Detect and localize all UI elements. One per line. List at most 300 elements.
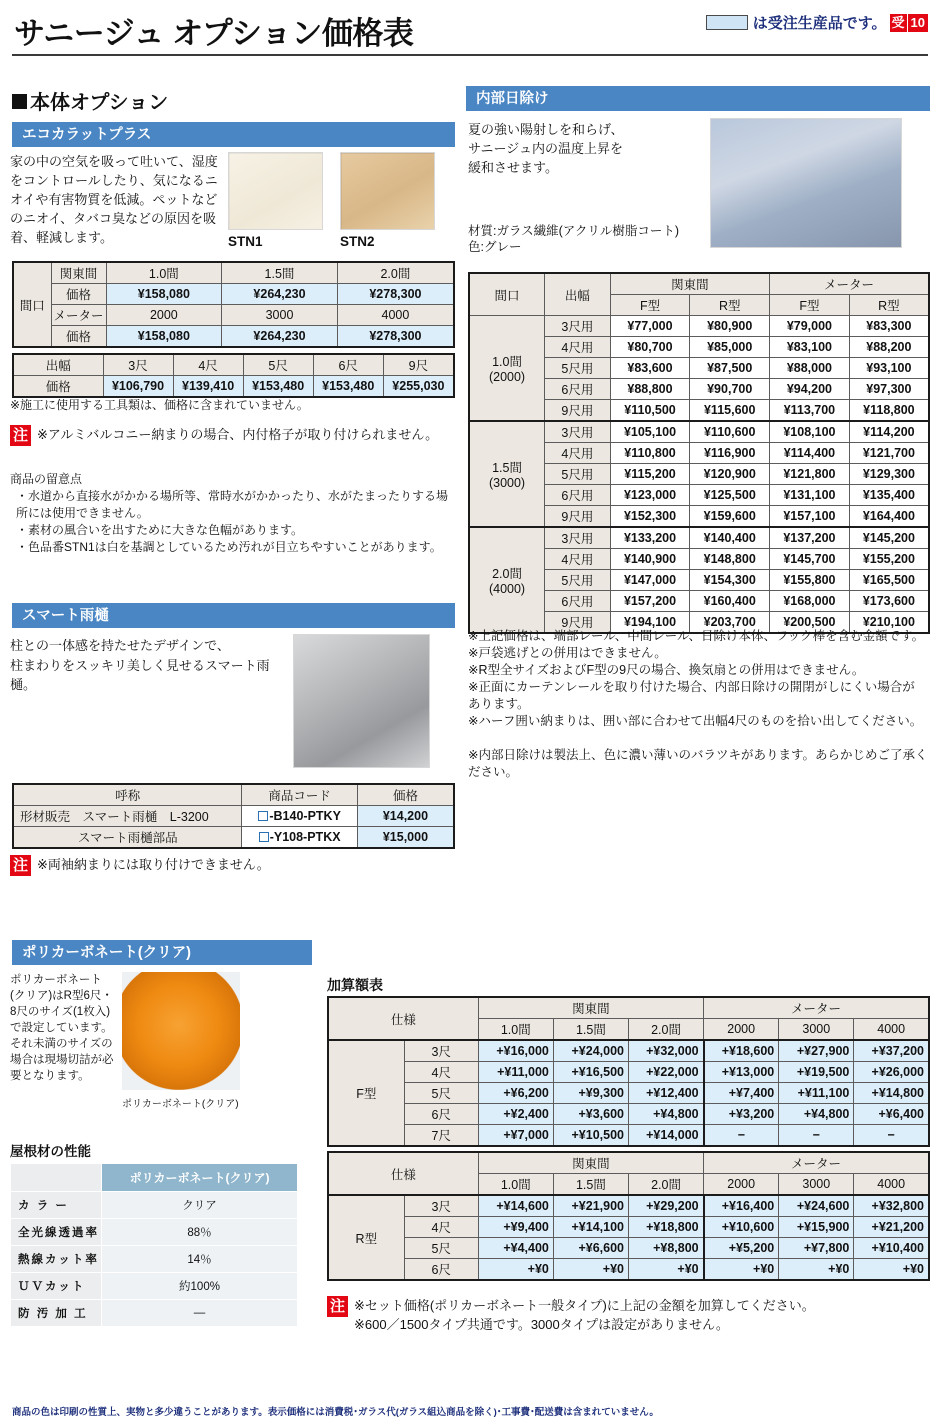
cell-size-f-1: 4尺: [404, 1062, 478, 1083]
cell-r-2-1: +¥6,600: [553, 1238, 628, 1259]
cell-dehaba-price-label: 価格: [13, 376, 103, 398]
cell-type-label-f: F型: [328, 1040, 404, 1146]
chu-warning-icon: 注: [327, 1296, 348, 1317]
table-row: [11, 1246, 298, 1273]
cell-price-label-kanto: 価格: [51, 284, 106, 305]
table-row: [328, 1062, 929, 1083]
cell-f-4-3: −: [704, 1125, 779, 1147]
roof-performance-table: [10, 1163, 298, 1327]
cell-product-code-0: [242, 806, 358, 827]
col-group-kanto-f: 関東間: [478, 997, 703, 1019]
cell-product-name-0: 形材販売 スマート雨樋 L-3200: [13, 806, 242, 827]
hiyoke-description-line2: サニージュ内の温度上昇を: [468, 141, 623, 156]
col-header-spec-f: 仕様: [328, 997, 478, 1040]
cell-product-code-1-text: -Y108-PTKX: [269, 830, 341, 844]
cell-meter-r: ¥93,100: [849, 358, 929, 379]
cell-dehaba: 5尺用: [545, 570, 611, 591]
cell-dehaba: 9尺用: [545, 506, 611, 528]
cell-f-2-5: +¥14,800: [854, 1083, 929, 1104]
cell-dehaba-price-2: ¥153,480: [243, 376, 313, 398]
cell-f-3-0: +¥2,400: [478, 1104, 553, 1125]
ecocarat-price-table: [12, 261, 455, 348]
cell-kanto-f: ¥80,700: [610, 337, 690, 358]
chu-warning-icon: 注: [10, 425, 31, 446]
chu-warning-icon: 注: [10, 855, 31, 876]
table-row: [13, 262, 454, 284]
cell-r-3-4: +¥0: [779, 1259, 854, 1281]
table-row: [13, 354, 454, 376]
table-row: [328, 1195, 929, 1217]
hiyoke-note-1: ※戸袋逃げとの併用はできません。: [468, 646, 667, 660]
cell-kanto-f: ¥88,800: [610, 379, 690, 400]
order-made-badge: [890, 14, 928, 32]
cell-r-0-4: +¥24,600: [779, 1195, 854, 1217]
cell-meter-r: ¥145,200: [849, 527, 929, 549]
cell-dehaba: 4尺用: [545, 443, 611, 464]
cell-kanto-f: ¥133,200: [610, 527, 690, 549]
cell-f-1-3: +¥13,000: [704, 1062, 779, 1083]
cell-meter-r: ¥88,200: [849, 337, 929, 358]
hiyoke-note-0: ※上記価格は、端部レール、中間レール、日除け本体、フック棒を含む金額です。: [468, 629, 925, 643]
col-group-kanto-r: 関東間: [478, 1152, 703, 1174]
cell-f-2-0: +¥6,200: [478, 1083, 553, 1104]
cell-kanto-r: ¥110,600: [690, 421, 770, 443]
cell-f-0-5: +¥37,200: [854, 1040, 929, 1062]
cell-kanto-price-2: ¥278,300: [337, 284, 454, 305]
hiyoke-description-line3: 緩和させます。: [468, 160, 558, 175]
col-group-meter: メーター: [770, 273, 929, 295]
cell-f-4-5: −: [854, 1125, 929, 1147]
cell-meter-r: ¥135,400: [849, 485, 929, 506]
swatch-label-stn1: STN1: [228, 234, 263, 249]
col-header-kanto-f: F型: [610, 295, 690, 316]
cell-meter-f: ¥113,700: [770, 400, 850, 422]
cell-kanto-price-0: ¥158,080: [106, 284, 222, 305]
cell-r-0-3: +¥16,400: [704, 1195, 779, 1217]
cell-dehaba: 3尺用: [545, 527, 611, 549]
roof-row-label-1: 全光線透過率: [11, 1219, 102, 1246]
subsection-bar-smart-amadoi: スマート雨樋: [12, 603, 455, 628]
order-made-badge-kanji: 受: [891, 14, 905, 30]
cell-meter-f: ¥145,700: [770, 549, 850, 570]
cell-product-name-1: スマート雨樋部品: [13, 827, 242, 849]
cell-kanto-r: ¥148,800: [690, 549, 770, 570]
cell-kanto-col-2: 2.0間: [337, 262, 454, 284]
cell-kanto-f: ¥110,800: [610, 443, 690, 464]
cell-f-1-4: +¥19,500: [779, 1062, 854, 1083]
table-row: [328, 1259, 929, 1281]
cell-f-0-0: +¥16,000: [478, 1040, 553, 1062]
cell-f-3-2: +¥4,800: [628, 1104, 703, 1125]
table-row: [469, 421, 929, 443]
cell-size-r-0: 3尺: [404, 1195, 478, 1217]
cell-dehaba: 9尺用: [545, 400, 611, 422]
cell-kanto-f: ¥147,000: [610, 570, 690, 591]
col-f-3: 2000: [704, 1019, 779, 1041]
col-header-price: 価格: [357, 784, 454, 806]
cell-f-1-1: +¥16,500: [553, 1062, 628, 1083]
cell-kanto-f: ¥140,900: [610, 549, 690, 570]
table-row: [11, 1192, 298, 1219]
cell-size-r-2: 5尺: [404, 1238, 478, 1259]
cell-size-r-3: 6尺: [404, 1259, 478, 1281]
cell-meter-label: メーター: [51, 305, 106, 326]
cell-group-label-2: [469, 527, 545, 633]
cell-group-label-1: [469, 421, 545, 527]
cell-kanto-r: ¥116,900: [690, 443, 770, 464]
cell-dehaba: 5尺用: [545, 464, 611, 485]
table-row: [11, 1273, 298, 1300]
order-made-badge-number: 10: [908, 14, 928, 32]
cell-r-1-5: +¥21,200: [854, 1217, 929, 1238]
cell-r-2-5: +¥10,400: [854, 1238, 929, 1259]
col-header-dehaba: 出幅: [545, 273, 611, 316]
cell-r-2-0: +¥4,400: [478, 1238, 553, 1259]
cell-f-2-3: +¥7,400: [704, 1083, 779, 1104]
cell-kanto-r: ¥140,400: [690, 527, 770, 549]
cell-r-1-0: +¥9,400: [478, 1217, 553, 1238]
cell-meter-r: ¥121,700: [849, 443, 929, 464]
cell-r-2-4: +¥7,800: [779, 1238, 854, 1259]
cell-f-1-5: +¥26,000: [854, 1062, 929, 1083]
ecocarat-caution-text: ※アルミバルコニー納まりの場合、内付格子が取り付けられません。: [37, 427, 439, 442]
roof-row-value-0: クリア: [102, 1192, 298, 1219]
cell-dehaba-col-1: 4尺: [173, 354, 243, 376]
group-label-line2: (2000): [488, 370, 526, 384]
col-f-0: 1.0間: [478, 1019, 553, 1041]
cell-f-2-2: +¥12,400: [628, 1083, 703, 1104]
col-header-meter-r: R型: [849, 295, 929, 316]
polycarbonate-photo: [122, 972, 240, 1090]
table-row: [469, 273, 929, 295]
roof-corner-cell: [11, 1164, 102, 1192]
cell-meter-f: ¥157,100: [770, 506, 850, 528]
table-row: [13, 326, 454, 348]
table-row: [328, 1217, 929, 1238]
ecocarat-tool-note: ※施工に使用する工具類は、価格に含まれていません。: [10, 398, 309, 412]
cell-r-0-2: +¥29,200: [628, 1195, 703, 1217]
polycarbonate-caution-text-block: [354, 1296, 815, 1334]
addition-table-title: 加算額表: [327, 977, 383, 993]
cell-r-0-1: +¥21,900: [553, 1195, 628, 1217]
cell-f-1-0: +¥11,000: [478, 1062, 553, 1083]
cell-kanto-r: ¥85,000: [690, 337, 770, 358]
cell-dehaba: 6尺用: [545, 485, 611, 506]
cell-r-1-3: +¥10,600: [704, 1217, 779, 1238]
cell-dehaba-label: 出幅: [13, 354, 103, 376]
cell-meter-f: ¥79,000: [770, 316, 850, 337]
cell-meter-price-2: ¥278,300: [337, 326, 454, 348]
cell-f-4-1: +¥10,500: [553, 1125, 628, 1147]
hiyoke-material-line2: 色:グレー: [468, 240, 522, 254]
cell-kanto-f: ¥152,300: [610, 506, 690, 528]
cell-f-2-4: +¥11,100: [779, 1083, 854, 1104]
cell-r-1-2: +¥18,800: [628, 1217, 703, 1238]
order-made-legend-text: は受注生産品です。: [752, 15, 887, 32]
polycarbonate-caution-line1: ※セット価格(ポリカーボネート一般タイプ)に上記の金額を加算してください。: [354, 1298, 815, 1313]
cell-type-label-r: R型: [328, 1195, 404, 1280]
cell-f-4-0: +¥7,000: [478, 1125, 553, 1147]
cell-meter-f: ¥88,000: [770, 358, 850, 379]
table-row: [13, 806, 454, 827]
col-r-4: 3000: [779, 1174, 854, 1196]
cell-group-label-0: [469, 316, 545, 422]
cell-meter-r: ¥173,600: [849, 591, 929, 612]
roof-row-value-2: 14％: [102, 1246, 298, 1273]
header-divider: [12, 54, 928, 56]
cell-dehaba: 9尺用: [545, 612, 611, 634]
hiyoke-note-4: ※ハーフ囲い納まりは、囲い部に合わせて出幅4尺のものを拾い出してください。: [468, 714, 923, 728]
cell-kanto-r: ¥87,500: [690, 358, 770, 379]
section-heading-main-option-label: 本体オプション: [30, 92, 169, 114]
cell-f-0-3: +¥18,600: [704, 1040, 779, 1062]
col-f-4: 3000: [779, 1019, 854, 1041]
cell-meter-f: ¥83,100: [770, 337, 850, 358]
roof-row-label-2: 熱線カット率: [11, 1246, 102, 1273]
cell-dehaba: 4尺用: [545, 549, 611, 570]
cell-meter-r: ¥97,300: [849, 379, 929, 400]
cell-size-f-3: 6尺: [404, 1104, 478, 1125]
table-row: [11, 1300, 298, 1327]
cell-kanto-f: ¥123,000: [610, 485, 690, 506]
cell-r-3-3: +¥0: [704, 1259, 779, 1281]
cell-kanto-r: ¥90,700: [690, 379, 770, 400]
roof-col-header: ポリカーボネート(クリア): [102, 1164, 298, 1192]
col-r-3: 2000: [704, 1174, 779, 1196]
cell-r-2-3: +¥5,200: [704, 1238, 779, 1259]
cell-meter-r: ¥114,200: [849, 421, 929, 443]
cell-f-3-1: +¥3,600: [553, 1104, 628, 1125]
cell-meter-price-1: ¥264,230: [222, 326, 338, 348]
cell-r-3-1: +¥0: [553, 1259, 628, 1281]
col-group-meter-r: メーター: [704, 1152, 929, 1174]
table-row: [328, 997, 929, 1019]
roof-row-label-3: ＵＶカット: [11, 1273, 102, 1300]
cell-size-r-1: 4尺: [404, 1217, 478, 1238]
group-label-line1: 1.5間: [492, 461, 522, 475]
poly-description: ポリカーボネート(クリア)はR型6尺・8尺のサイズ(1枚入)で設定しています。それ未満のサイズの場合は現場切詰が必要となります。: [10, 974, 114, 1082]
internal-shade-photo: [710, 118, 902, 248]
cell-price-label-meter: 価格: [51, 326, 106, 348]
addition-table-r: [327, 1151, 930, 1281]
roof-row-value-4: —: [102, 1300, 298, 1327]
cell-dehaba-price-4: ¥255,030: [383, 376, 454, 398]
polycarbonate-photo-caption: ポリカーボネート(クリア): [122, 1099, 239, 1110]
cell-meter-f: ¥108,100: [770, 421, 850, 443]
hiyoke-note-2: ※R型全サイズおよびF型の9尺の場合、換気扇との併用はできません。: [468, 663, 865, 677]
cell-kanto-col-1: 1.5間: [222, 262, 338, 284]
col-r-0: 1.0間: [478, 1174, 553, 1196]
cell-f-4-2: +¥14,000: [628, 1125, 703, 1147]
cell-meter-f: ¥121,800: [770, 464, 850, 485]
order-made-swatch-icon: [706, 15, 748, 30]
col-f-5: 4000: [854, 1019, 929, 1041]
ecocarat-dehaba-table: [12, 353, 455, 398]
hiyoke-material-line1: 材質:ガラス繊維(アクリル樹脂コート): [468, 224, 680, 238]
amadoi-description-line2: 柱まわりをスッキリ美しく見せるスマート雨樋。: [10, 658, 270, 692]
amadoi-caution-text: ※両袖納まりには取り付けできません。: [37, 857, 270, 872]
smart-amadoi-photo: [293, 634, 430, 768]
ecocarat-note-0: ・水道から直接水がかかる場所等、常時水がかかったり、水がたまったりする場所には使用できません。: [16, 489, 449, 520]
internal-shade-price-table: [468, 272, 930, 634]
cell-meter-f: ¥200,500: [770, 612, 850, 634]
roof-performance-title: 屋根材の性能: [10, 1144, 91, 1159]
roof-row-label-0: カ ラ ー: [11, 1192, 102, 1219]
table-row: [13, 284, 454, 305]
swatch-photo-stn1: [228, 152, 323, 230]
table-row: [328, 1040, 929, 1062]
group-label-line1: 1.0間: [492, 355, 522, 369]
roof-row-label-4: 防 汚 加 工: [11, 1300, 102, 1327]
amadoi-description-line1: 柱との一体感を持たせたデザインで、: [10, 638, 230, 653]
cell-r-1-1: +¥14,100: [553, 1217, 628, 1238]
cell-f-0-4: +¥27,900: [779, 1040, 854, 1062]
addition-table-f: [327, 996, 930, 1147]
cell-kanto-f: ¥110,500: [610, 400, 690, 422]
cell-r-3-5: +¥0: [854, 1259, 929, 1281]
cell-kanto-f: ¥105,100: [610, 421, 690, 443]
cell-dehaba-col-0: 3尺: [103, 354, 173, 376]
cell-meter-r: ¥155,200: [849, 549, 929, 570]
cell-kanto-f: ¥83,600: [610, 358, 690, 379]
col-f-1: 1.5間: [553, 1019, 628, 1041]
cell-meter-r: ¥129,300: [849, 464, 929, 485]
cell-meter-r: ¥165,500: [849, 570, 929, 591]
cell-product-code-0-text: -B140-PTKY: [269, 809, 341, 823]
cell-meter-r: ¥83,300: [849, 316, 929, 337]
cell-maguchi-label: 間口: [13, 262, 51, 347]
cell-r-0-0: +¥14,600: [478, 1195, 553, 1217]
cell-meter-f: ¥155,800: [770, 570, 850, 591]
table-row: [469, 316, 929, 337]
cell-meter-r: ¥164,400: [849, 506, 929, 528]
col-header-spec-r: 仕様: [328, 1152, 478, 1195]
cell-meter-f: ¥131,100: [770, 485, 850, 506]
cell-product-code-1: [242, 827, 358, 849]
cell-kanto-r: ¥115,600: [690, 400, 770, 422]
cell-r-3-2: +¥0: [628, 1259, 703, 1281]
cell-dehaba: 3尺用: [545, 421, 611, 443]
col-r-2: 2.0間: [628, 1174, 703, 1196]
cell-dehaba: 3尺用: [545, 316, 611, 337]
roof-row-value-3: 約100%: [102, 1273, 298, 1300]
cell-dehaba-col-3: 6尺: [313, 354, 383, 376]
cell-kanto-f: ¥194,100: [610, 612, 690, 634]
cell-dehaba-price-0: ¥106,790: [103, 376, 173, 398]
cell-kanto-col-0: 1.0間: [106, 262, 222, 284]
cell-product-price-1: ¥15,000: [357, 827, 454, 849]
cell-meter-r: ¥210,100: [849, 612, 929, 634]
cell-meter-f: ¥114,400: [770, 443, 850, 464]
amadoi-caution-note: [10, 855, 270, 876]
cell-meter-f: ¥94,200: [770, 379, 850, 400]
col-header-kanto-r: R型: [690, 295, 770, 316]
col-header-meter-f: F型: [770, 295, 850, 316]
ecocarat-description: 家の中の空気を吸って吐いて、湿度をコントロールしたり、気になるニオイや有害物質を低減。ペットなどのニオイ、タバコ臭などの原因を吸着、軽減します。: [10, 154, 218, 245]
table-row: [469, 527, 929, 549]
cell-f-1-2: +¥22,000: [628, 1062, 703, 1083]
cell-f-4-4: −: [779, 1125, 854, 1147]
cell-f-2-1: +¥9,300: [553, 1083, 628, 1104]
cell-kanto-r: ¥203,700: [690, 612, 770, 634]
cell-dehaba: 4尺用: [545, 337, 611, 358]
cell-f-0-2: +¥32,000: [628, 1040, 703, 1062]
cell-kanto-label: 関東間: [51, 262, 106, 284]
page-title: サニージュ オプション価格表: [14, 16, 414, 51]
col-group-meter-f: メーター: [704, 997, 929, 1019]
page-footer-note: 商品の色は印刷の性質上、実物と多少違うことがあります。表示価格には消費税･ガラス代(ガラス組込商品を除く)･工事費･配送費は含まれていません。: [12, 1407, 659, 1418]
subsection-bar-ecocarat: エコカラットプラス: [12, 122, 455, 147]
square-bullet-icon: [12, 94, 27, 109]
table-row: [328, 1152, 929, 1174]
ecocarat-caution-note: [10, 425, 460, 446]
swatch-label-stn2: STN2: [340, 234, 375, 249]
table-row: [13, 784, 454, 806]
cell-meter-col-2: 4000: [337, 305, 454, 326]
cell-dehaba: 5尺用: [545, 358, 611, 379]
hiyoke-note-5: ※内部日除けは製法上、色に濃い薄いのバラツキがあります。あらかじめご了承ください。: [468, 748, 928, 779]
hiyoke-note-3: ※正面にカーテンレールを取り付けた場合、内部日除けの開閉がしにくい場合があります。: [468, 680, 915, 711]
ecocarat-note-2: ・色品番STN1は白を基調としているため汚れが目立ちやすいことがあります。: [16, 540, 442, 554]
cell-meter-col-1: 3000: [222, 305, 338, 326]
cell-meter-price-0: ¥158,080: [106, 326, 222, 348]
group-label-line2: (4000): [488, 582, 526, 596]
polycarbonate-caution-line2: ※600／1500タイプ共通です。3000タイプは設定がありません。: [354, 1317, 729, 1332]
col-header-name: 呼称: [13, 784, 242, 806]
checkbox-icon: [258, 811, 268, 821]
table-row: [328, 1238, 929, 1259]
cell-meter-f: ¥168,000: [770, 591, 850, 612]
col-r-5: 4000: [854, 1174, 929, 1196]
cell-dehaba-col-2: 5尺: [243, 354, 313, 376]
checkbox-icon: [259, 832, 269, 842]
group-label-line2: (3000): [488, 476, 526, 490]
cell-f-3-3: +¥3,200: [704, 1104, 779, 1125]
cell-dehaba-price-1: ¥139,410: [173, 376, 243, 398]
col-header-code: 商品コード: [242, 784, 358, 806]
polycarbonate-caution-note: [327, 1296, 815, 1334]
cell-r-3-0: +¥0: [478, 1259, 553, 1281]
table-row: [13, 305, 454, 326]
col-f-2: 2.0間: [628, 1019, 703, 1041]
cell-kanto-r: ¥159,600: [690, 506, 770, 528]
cell-dehaba-price-3: ¥153,480: [313, 376, 383, 398]
col-r-1: 1.5間: [553, 1174, 628, 1196]
group-label-line1: 2.0間: [492, 567, 522, 581]
table-row: [328, 1125, 929, 1147]
table-row: [11, 1219, 298, 1246]
cell-kanto-price-1: ¥264,230: [222, 284, 338, 305]
cell-kanto-r: ¥154,300: [690, 570, 770, 591]
cell-f-0-1: +¥24,000: [553, 1040, 628, 1062]
table-row: [13, 376, 454, 398]
cell-kanto-r: ¥125,500: [690, 485, 770, 506]
cell-kanto-f: ¥77,000: [610, 316, 690, 337]
cell-kanto-r: ¥80,900: [690, 316, 770, 337]
cell-size-f-2: 5尺: [404, 1083, 478, 1104]
hiyoke-description-line1: 夏の強い陽射しを和らげ、: [468, 122, 624, 137]
amadoi-product-table: [12, 783, 455, 849]
cell-meter-col-0: 2000: [106, 305, 222, 326]
cell-kanto-r: ¥120,900: [690, 464, 770, 485]
table-row: [328, 1104, 929, 1125]
cell-dehaba-col-4: 9尺: [383, 354, 454, 376]
order-made-legend: [706, 12, 928, 33]
subsection-bar-internal-shade: 内部日除け: [466, 86, 930, 111]
cell-dehaba: 6尺用: [545, 379, 611, 400]
cell-meter-r: ¥118,800: [849, 400, 929, 422]
section-heading-main-option: [12, 86, 168, 115]
